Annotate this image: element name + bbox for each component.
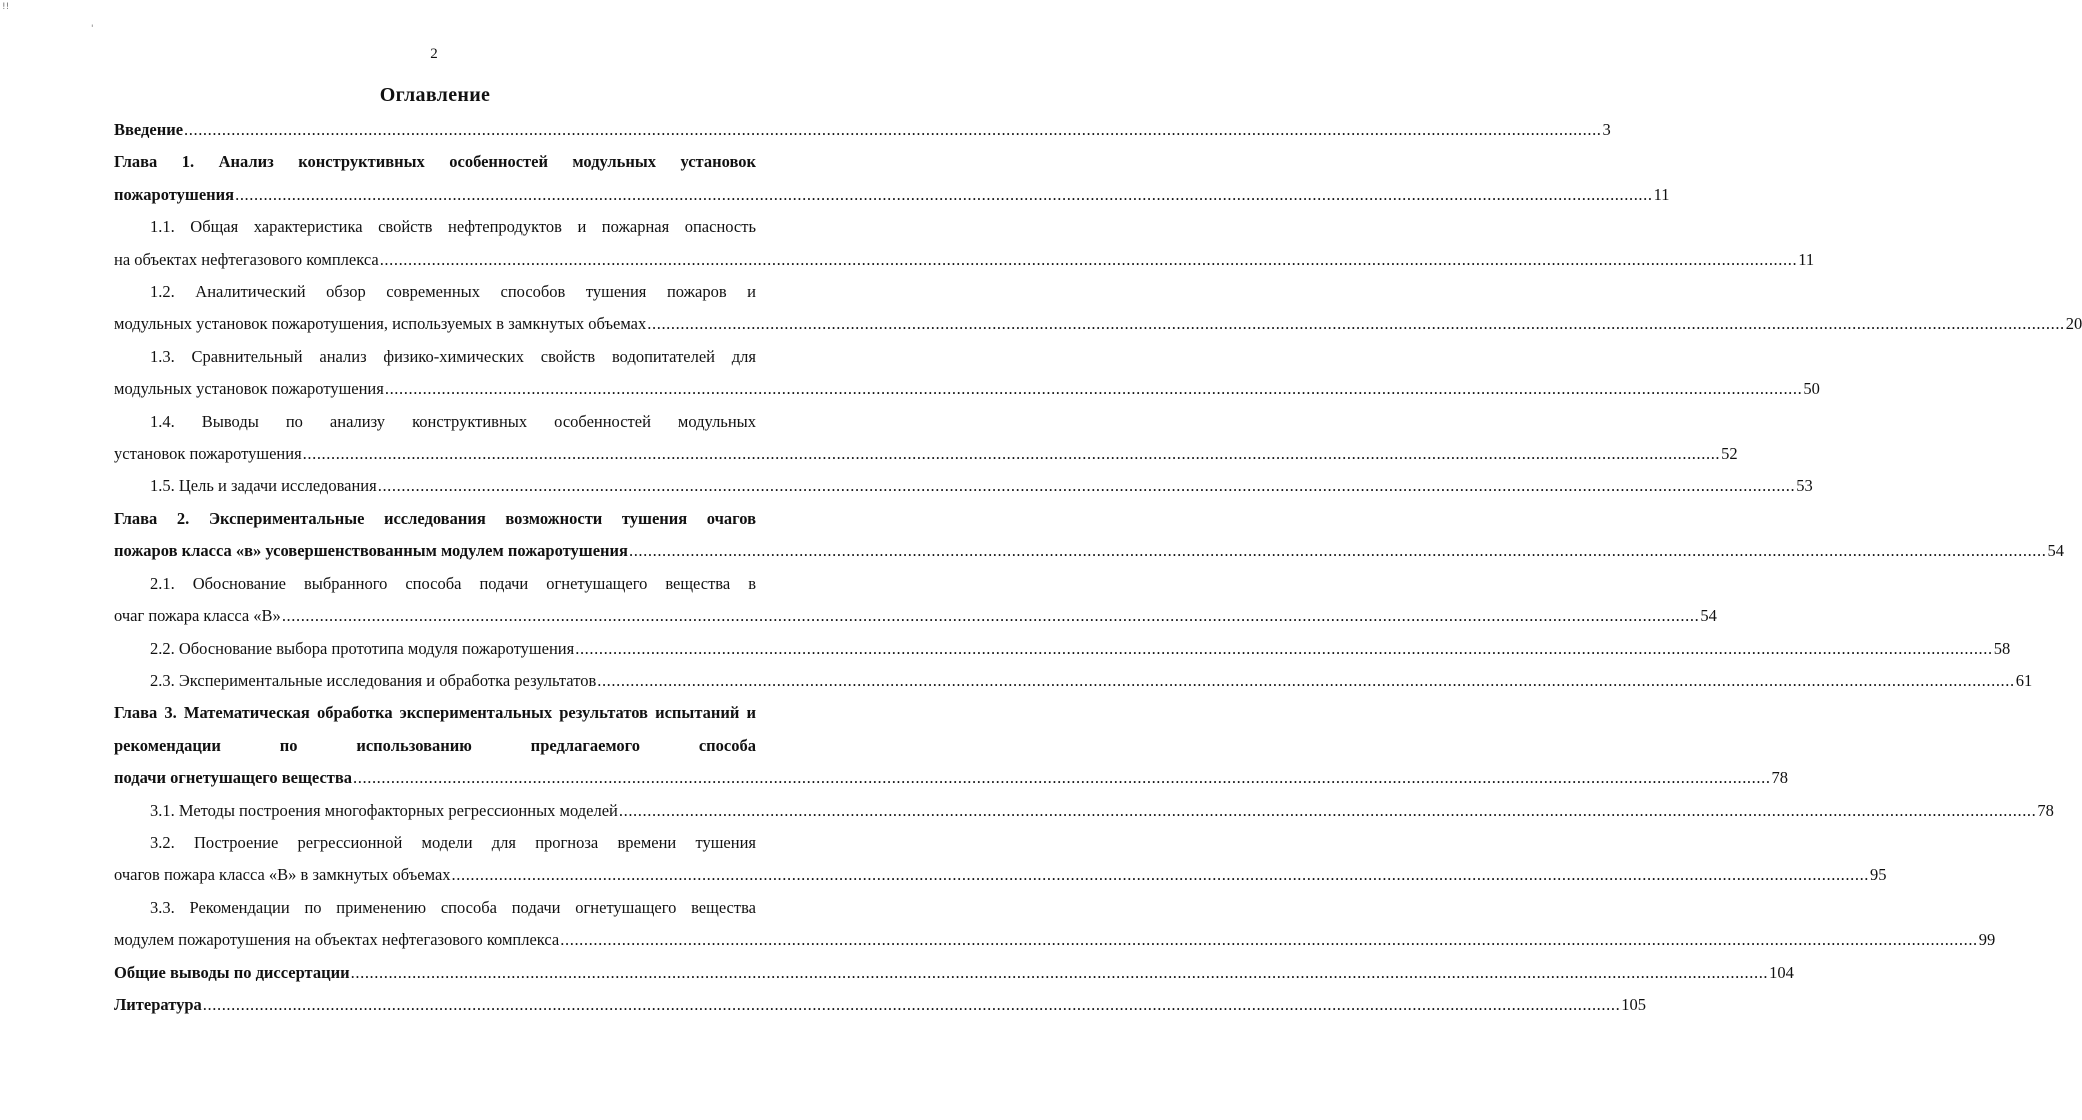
toc-entry-text xyxy=(114,406,756,438)
toc-entry[interactable] xyxy=(114,341,1820,406)
dot-leader: ............................................................................................................................................................................................................................................................................................................ xyxy=(235,184,1653,204)
dot-leader: ............................................................................................................................................................................................................................................................................................................ xyxy=(202,994,1621,1014)
toc-page-number: 50 xyxy=(1803,379,1820,399)
dot-leader: ............................................................................................................................................................................................................................................................................................................ xyxy=(597,670,2015,690)
toc-entry-text xyxy=(114,892,756,924)
dot-leader: ............................................................................................................................................................................................................................................................................................................ xyxy=(350,962,1769,982)
toc-page-number: 20 xyxy=(2065,314,2082,334)
table-of-contents xyxy=(114,114,2082,1021)
toc-entry-title: очаг пожара класса «В» xyxy=(114,606,281,626)
toc-entry-line: 2.1. Обоснование выбранного способа подачи огнетушащего вещества в xyxy=(150,573,756,593)
toc-entry-text xyxy=(114,503,756,535)
toc-entry[interactable] xyxy=(114,827,1887,892)
toc-entry-line: Глава 3. Математическая обработка экспериментальных результатов xyxy=(114,703,648,723)
toc-entry[interactable] xyxy=(114,470,1813,502)
toc-page-number: 58 xyxy=(1993,638,2011,658)
dot-leader: ............................................................................................................................................................................................................................................................................................................ xyxy=(451,865,1870,885)
toc-entry-line: 1.1. Общая характеристика свойств нефтепродуктов и пожарная опасность xyxy=(150,217,756,237)
toc-entry[interactable] xyxy=(114,892,1996,957)
toc-entry-title: модульных установок пожаротушения xyxy=(114,379,384,399)
toc-entry[interactable] xyxy=(114,211,1815,276)
toc-page-number: 105 xyxy=(1621,994,1647,1014)
toc-page-number: 11 xyxy=(1798,249,1815,269)
toc-entry-title: подачи огнетушащего вещества xyxy=(114,768,353,788)
toc-page-number: 99 xyxy=(1978,930,1996,950)
toc-page-number: 54 xyxy=(1700,606,1717,626)
toc-entry-line: 1.4. Выводы по анализу конструктивных особенностей модульных xyxy=(150,411,756,431)
toc-page-number: 53 xyxy=(1796,476,1813,496)
toc-entry-text xyxy=(114,568,756,600)
dot-leader: ............................................................................................................................................................................................................................................................................................................ xyxy=(575,638,1993,658)
scan-mark: !! xyxy=(2,2,10,12)
toc-entry-line: Глава 2. Экспериментальные исследования возможности тушения очагов xyxy=(114,508,756,528)
toc-entry-title: Литература xyxy=(114,994,202,1014)
dot-leader: ............................................................................................................................................................................................................................................................................................................ xyxy=(384,379,1803,399)
toc-entry-title: модулем пожаротушения на объектах нефтегазового комплекса xyxy=(114,930,560,950)
toc-entry[interactable] xyxy=(114,665,2033,697)
dot-leader: ............................................................................................................................................................................................................................................................................................................ xyxy=(281,606,1700,626)
toc-entry[interactable] xyxy=(114,146,1670,211)
toc-page-number: 78 xyxy=(2037,800,2054,820)
toc-page-number: 3 xyxy=(1602,120,1611,139)
toc-entry-title: 2.3. Экспериментальные исследования и обработка результатов xyxy=(150,670,597,690)
toc-entry-line: 1.3. Сравнительный анализ физико-химических свойств водопитателей для xyxy=(150,346,756,366)
toc-page-number: 54 xyxy=(2047,541,2064,561)
page-number: 2 xyxy=(430,46,438,62)
toc-entry-title: Введение xyxy=(114,120,184,139)
toc-entry[interactable] xyxy=(114,957,1794,989)
toc-entry[interactable] xyxy=(114,989,1647,1021)
dot-leader: ............................................................................................................................................................................................................................................................................................................ xyxy=(184,120,1602,139)
toc-entry-title: очагов пожара класса «В» в замкнутых объемах xyxy=(114,865,451,885)
toc-entry-line: 3.3. Рекомендации по применению способа подачи огнетушащего вещества xyxy=(150,897,756,917)
toc-entry-text xyxy=(114,341,756,373)
toc-entry-line: 1.2. Аналитический обзор современных способов тушения пожаров и xyxy=(150,282,756,302)
toc-entry-title: модульных установок пожаротушения, используемых в замкнутых объемах xyxy=(114,314,647,334)
toc-entry-text xyxy=(114,697,756,762)
dot-leader: ............................................................................................................................................................................................................................................................................................................ xyxy=(628,541,2047,561)
dot-leader: ............................................................................................................................................................................................................................................................................................................ xyxy=(647,314,2065,334)
page-title: Оглавление xyxy=(379,84,491,106)
toc-entry-text xyxy=(114,146,756,178)
toc-entry-text xyxy=(114,276,756,308)
toc-entry-title: пожаротушения xyxy=(114,184,235,204)
toc-entry-title: 3.1. Методы построения многофакторных регрессионных моделей xyxy=(150,800,618,820)
toc-entry[interactable] xyxy=(114,697,1789,794)
toc-entry-title: 1.5. Цель и задачи исследования xyxy=(150,476,377,496)
toc-page-number: 11 xyxy=(1653,184,1670,204)
toc-entry-text xyxy=(114,211,756,243)
toc-entry[interactable] xyxy=(114,795,2054,827)
toc-entry[interactable] xyxy=(114,406,1738,471)
toc-page-number: 95 xyxy=(1870,865,1887,885)
toc-entry[interactable] xyxy=(114,503,2064,568)
toc-entry[interactable] xyxy=(114,114,1611,146)
dot-leader: ............................................................................................................................................................................................................................................................................................................ xyxy=(560,930,1978,950)
toc-entry-title: пожаров класса «в» усовершенствованным модулем пожаротушения xyxy=(114,541,628,561)
scan-mark: ' xyxy=(91,24,94,34)
toc-entry-title: Общие выводы по диссертации xyxy=(114,962,350,982)
toc-entry[interactable] xyxy=(114,568,1717,633)
toc-page-number: 61 xyxy=(2015,670,2033,690)
toc-page-number: 78 xyxy=(1771,768,1789,788)
toc-entry-line: Глава 1. Анализ конструктивных особенностей модульных установок xyxy=(114,152,756,172)
dot-leader: ............................................................................................................................................................................................................................................................................................................ xyxy=(377,476,1796,496)
dot-leader: ............................................................................................................................................................................................................................................................................................................ xyxy=(302,444,1721,464)
dot-leader: ............................................................................................................................................................................................................................................................................................................ xyxy=(379,249,1798,269)
toc-entry-title: установок пожаротушения xyxy=(114,444,302,464)
dot-leader: ............................................................................................................................................................................................................................................................................................................ xyxy=(353,768,1771,788)
toc-entry-title: 2.2. Обоснование выбора прототипа модуля пожаротушения xyxy=(150,638,575,658)
toc-entry[interactable] xyxy=(114,633,2011,665)
toc-entry-line: 3.2. Построение регрессионной модели для прогноза времени тушения xyxy=(150,832,756,852)
dot-leader: ............................................................................................................................................................................................................................................................................................................ xyxy=(618,800,2037,820)
toc-page-number: 52 xyxy=(1721,444,1738,464)
toc-entry-line: испытаний и рекомендации по использованию предлагаемого способа xyxy=(114,703,756,755)
toc-page-number: 104 xyxy=(1769,962,1794,982)
toc-entry-text xyxy=(114,827,756,859)
toc-entry-title: на объектах нефтегазового комплекса xyxy=(114,249,379,269)
toc-entry[interactable] xyxy=(114,276,2082,341)
